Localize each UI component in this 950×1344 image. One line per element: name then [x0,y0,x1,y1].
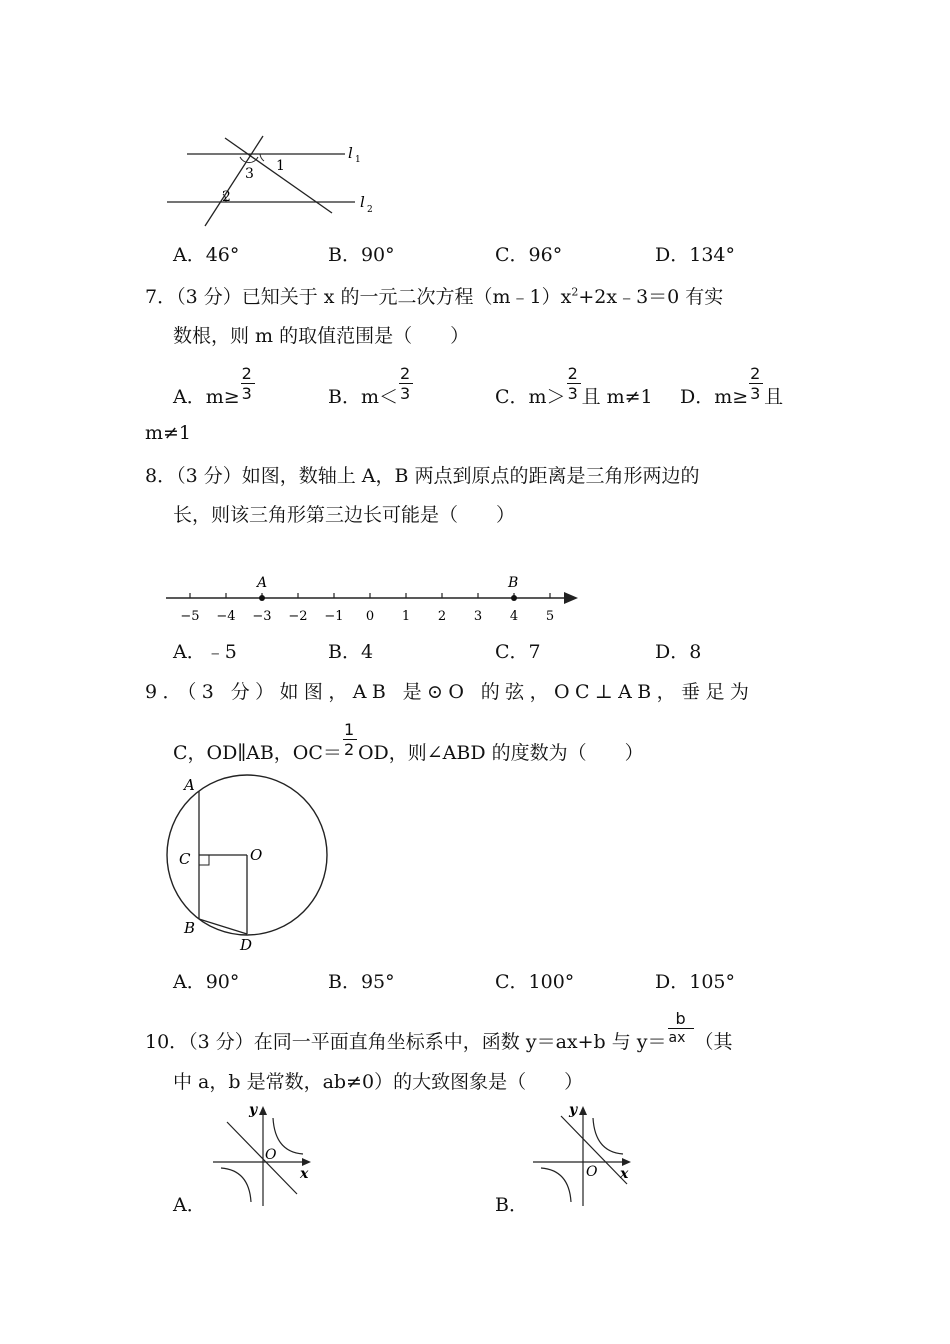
q6-option-a[interactable]: A．46° [173,244,240,266]
graph-a-x-label: x [300,1166,309,1182]
axis-tick-label: −4 [216,609,236,624]
circle-figure [160,770,340,960]
parallel-lines-figure [160,130,390,230]
q9-option-d[interactable]: D．105° [655,971,735,993]
q10-stem-line1: 10．（3 分）在同一平面直角坐标系中，函数 y＝ax+b 与 y＝ $\frac{b}{ax}$ （其 [145,1009,733,1053]
label-b: B [184,919,196,937]
q7-option-a[interactable]: A．m≥ $\frac{2}{3}$ [173,382,256,409]
angle-2-label: 2 [222,189,231,205]
q9-stem-line1: 9．（3 分）如图，AB 是⊙O 的弦，OC⊥AB，垂足为 [145,681,755,703]
q10-option-b[interactable]: B． [495,1194,528,1216]
point-b-dot [511,595,517,601]
axis-tick-label: −3 [252,609,272,624]
fraction-one-half: $\frac{1}{2}$ [343,740,357,759]
label-d: D [240,936,253,954]
q8-option-a[interactable]: A．﹣5 [173,641,237,663]
q8-stem-line2: 长，则该三角形第三边长可能是（ ） [173,504,516,526]
q7-option-d[interactable]: D．m≥ $\frac{2}{3}$ 且 [680,364,784,408]
axis-tick-label: 1 [401,609,411,624]
label-a: A [184,776,195,794]
axis-tick-label: 2 [437,609,447,624]
axis-tick-label: 4 [509,609,519,624]
angle-1-label: 1 [276,158,285,174]
q8-stem-line1: 8．（3 分）如图，数轴上 A，B 两点到原点的距离是三角形两边的 [145,465,700,487]
q7-stem-line1: 7．（3 分）已知关于 x 的一元二次方程$(m﹣1)x^2+2x﹣3=0$ 有实 [145,285,724,308]
label-c: C [179,850,191,868]
graph-b-x-label: x [620,1166,629,1182]
fraction-two-thirds: $\frac{2}{3}$ [749,384,763,403]
fraction-two-thirds: $\frac{2}{3}$ [241,384,255,403]
line-l1-label: l [348,144,353,162]
axis-tick-label: −2 [288,609,308,624]
q7-option-c[interactable]: C．m＞ $\frac{2}{3}$ 且 m≠1 [495,364,653,408]
graph-b-origin: O [586,1164,598,1180]
axis-tick-label: 0 [365,609,375,624]
fraction-two-thirds: $\frac{2}{3}$ [567,384,581,403]
fraction-b-over-ax: $\frac{b}{ax}$ [668,1029,694,1048]
axis-tick-label: 5 [545,609,555,624]
line-l1-subscript: 1 [355,155,361,165]
q10-stem-line2: 中 a，b 是常数，ab≠0）的大致图象是（ ） [173,1071,584,1093]
graph-a-y-label: y [249,1102,258,1118]
q10-option-a[interactable]: A． [173,1194,206,1216]
q9-option-c[interactable]: C．100° [495,971,575,993]
line-l2-subscript: 2 [367,205,373,215]
q8-option-c[interactable]: C．7 [495,641,541,663]
q6-option-d[interactable]: D．134° [655,244,735,266]
q9-option-b[interactable]: B．95° [328,971,395,993]
graph-b-y-label: y [569,1102,578,1118]
q9-option-a[interactable]: A．90° [173,971,240,993]
q7-option-b[interactable]: B．m＜ $\frac{2}{3}$ [328,382,414,409]
point-b-label: B [508,575,519,591]
q8-option-b[interactable]: B．4 [328,641,374,663]
line-l2-label: l [360,193,365,211]
axis-tick-label: 3 [473,609,483,624]
angle-3-label: 3 [245,166,254,182]
q6-option-c[interactable]: C．96° [495,244,563,266]
axis-tick-label: −1 [324,609,344,624]
point-a-dot [259,595,265,601]
graph-b [525,1098,645,1208]
q7-stem-line2: 数根，则 m 的取值范围是（ ） [173,325,470,347]
fraction-two-thirds: $\frac{2}{3}$ [399,384,413,403]
q7-option-d-wrap: m≠1 [145,422,192,444]
number-line [160,570,590,630]
graph-a [205,1098,325,1208]
point-a-label: A [257,575,268,591]
axis-tick-label: −5 [180,609,200,624]
label-o: O [250,846,263,864]
q6-option-b[interactable]: B．90° [328,244,395,266]
q9-stem-line2: C，OD∥AB，OC＝ $\frac{1}{2}$ OD，则∠ABD 的度数为（ ） [173,720,644,764]
graph-a-origin: O [265,1147,277,1163]
q8-option-d[interactable]: D．8 [655,641,702,663]
